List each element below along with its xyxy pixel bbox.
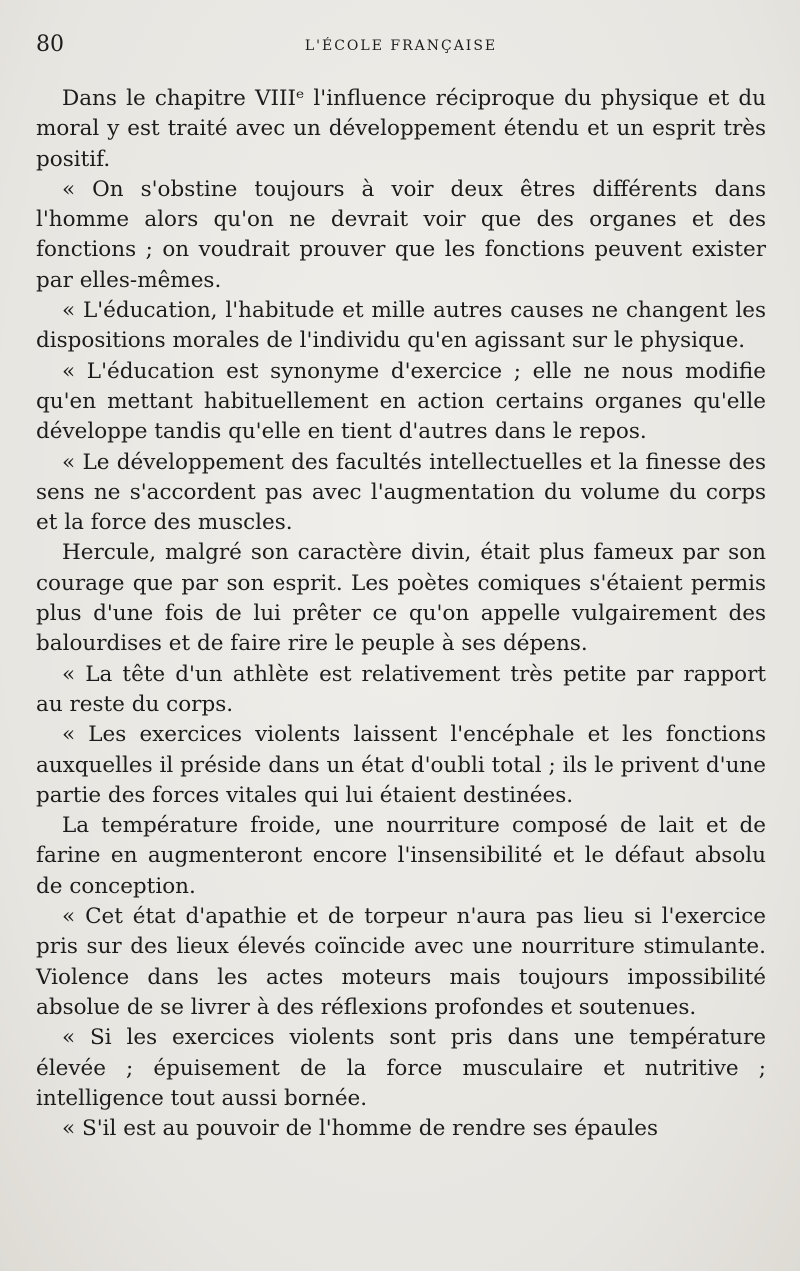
paragraph: La température froide, une nourriture composé de lait et de farine en augmenteront encore l'insensibilité et le défaut absolu de conception. xyxy=(36,813,766,899)
paragraph: « S'il est au pouvoir de l'homme de rendre ses épaules xyxy=(62,1116,658,1142)
body-text xyxy=(36,84,766,1144)
paragraph: « On s'obstine toujours à voir deux êtres différents dans l'homme alors qu'on ne devrait voir que des organes et des fonctions ; on voudrait prouver que les fonctions peuvent exister par elles-mêmes. xyxy=(36,176,766,293)
paragraph: « Si les exercices violents sont pris dans une température élevée ; épuisement de la force musculaire et nutritive ; intelligence tout aussi bornée. xyxy=(36,1025,766,1111)
page-number: 80 xyxy=(36,32,64,57)
paragraph: Hercule, malgré son caractère divin, était plus fameux par son courage que par son esprit. Les poètes comiques s'étaient permis plus d'une fois de lui prêter ce qu'on appelle vulgairement des balourdises et de faire rire le peuple à ses dépens. xyxy=(36,540,766,657)
paragraph: « L'éducation est synonyme d'exercice ; elle ne nous modifie qu'en mettant habituellement en action certains organes qu'elle développe tandis qu'elle en tient d'autres dans le repos. xyxy=(36,358,766,445)
page-header xyxy=(36,30,766,64)
paragraph: Dans le chapitre VIIIᵉ l'influence réciproque du physique et du moral y est traité avec un développement étendu et un esprit très positif. xyxy=(36,86,766,172)
paragraph: « Les exercices violents laissent l'encéphale et les fonctions auxquelles il préside dans un état d'oubli total ; ils le privent d'une partie des forces vitales qui lui étaient destinées. xyxy=(36,722,766,808)
paragraph: « La tête d'un athlète est relativement très petite par rapport au reste du corps. xyxy=(36,661,766,717)
paragraph: « Le développement des facultés intellectuelles et la finesse des sens ne s'accordent pas avec l'augmentation du volume du corps et la force des muscles. xyxy=(36,449,766,536)
paragraph: « Cet état d'apathie et de torpeur n'aura pas lieu si l'exercice pris sur des lieux élevés coïncide avec une nourriture stimulante. Violence dans les actes moteurs mais toujours impossibilité absolue de se livrer à des réflexions profondes et soutenues. xyxy=(36,904,766,1020)
running-head: L'ÉCOLE FRANÇAISE xyxy=(304,38,498,54)
paragraph: « L'éducation, l'habitude et mille autres causes ne changent les dispositions morales de l'individu qu'en agissant sur le physique. xyxy=(36,298,766,354)
